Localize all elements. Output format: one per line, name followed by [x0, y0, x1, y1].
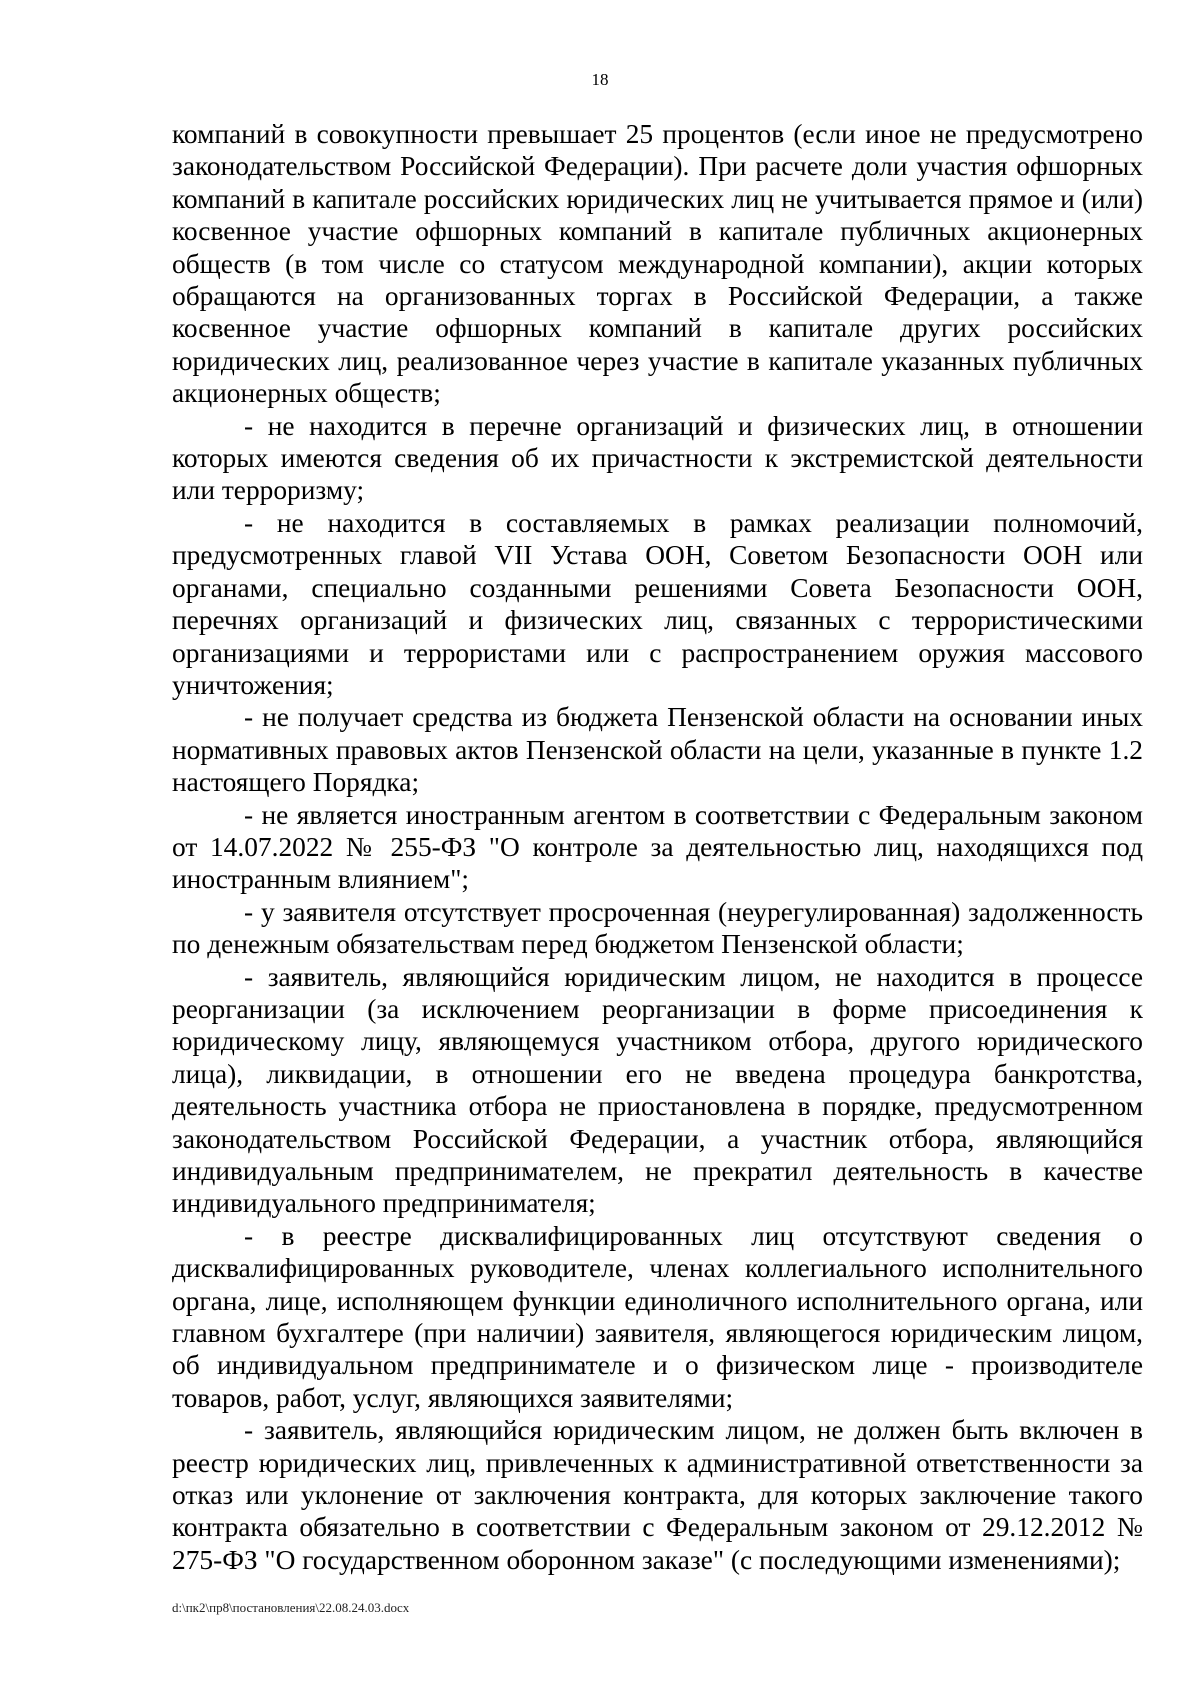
paragraph-defense-order-registry: - заявитель, являющийся юридическим лицом, не должен быть включен в реестр юридических лиц, привлеченных к административной ответственности за отказ или уклонение от заключения контракта, для которых заключение такого контракта обязательно в соответствии с Федеральным законом от 29.12.2012 № 275-ФЗ "О государственном оборонном заказе" (с последующими изменениями); [172, 1415, 1143, 1575]
paragraph-no-overdue-debt: - у заявителя отсутствует просроченная (неурегулированная) задолженность по денежным обязательствам перед бюджетом Пензенской области; [172, 896, 1143, 960]
paragraph-offshore-continuation: компаний в совокупности превышает 25 процентов (если иное не предусмотрено законодательством Российской Федерации). При расчете доли участия офшорных компаний в капитале российских юридических лиц не учитывается прямое и (или) косвенное участие офшорных компаний в капитале публичных акционерных обществ (в том числе со статусом международной компании), акции которых обращаются на организованных торгах в Российской Федерации, а также косвенное участие офшорных компаний в капитале других российских юридических лиц, реализованное через участие в капитале указанных публичных акционерных обществ; [172, 119, 1143, 409]
footer-file-path: d:\пк2\пр8\постановления\22.08.24.03.docx [172, 1600, 410, 1615]
paragraph-foreign-agent: - не является иностранным агентом в соответствии с Федеральным законом от 14.07.2022 № 255-ФЗ "О контроле за деятельностью лиц, находящихся под иностранным влиянием"; [172, 799, 1143, 895]
paragraph-reorganization: - заявитель, являющийся юридическим лицом, не находится в процессе реорганизации (за исключением реорганизации в форме присоединения к юридическому лицу, являющемуся участником отбора, другого юридического лица), ликвидации, в отношении его не введена процедура банкротства, деятельность участника отбора не приостановлена в порядке, предусмотренном законодательством Российской Федерации, а участник отбора, являющийся индивидуальным предпринимателем, не прекратил деятельность в качестве индивидуального предпринимателя; [172, 961, 1143, 1219]
paragraph-extremism-list: - не находится в перечне организаций и физических лиц, в отношении которых имеются сведения об их причастности к экстремистской деятельности или терроризму; [172, 410, 1143, 506]
document-body [172, 118, 1143, 1576]
paragraph-disqualified-persons: - в реестре дисквалифицированных лиц отсутствуют сведения о дисквалифицированных руководителе, членах коллегиального исполнительного органа, лице, исполняющем функции единоличного исполнительного органа, или главном бухгалтере (при наличии) заявителя, являющегося юридическим лицом, об индивидуальном предпринимателе и о физическом лице - производителе товаров, работ, услуг, являющихся заявителями; [172, 1220, 1143, 1413]
paragraph-no-budget-funds: - не получает средства из бюджета Пензенской области на основании иных нормативных правовых актов Пензенской области на цели, указанные в пункте 1.2 настоящего Порядка; [172, 702, 1143, 798]
paragraph-un-sanctions-list: - не находится в составляемых в рамках реализации полномочий, предусмотренных главой VII Устава ООН, Советом Безопасности ООН или органами, специально созданными решениями Совета Безопасности ООН, перечнях организаций и физических лиц, связанных с террористическими организациями и террористами или с распространением оружия массового уничтожения; [172, 507, 1143, 700]
page-number: 18 [591, 70, 609, 89]
